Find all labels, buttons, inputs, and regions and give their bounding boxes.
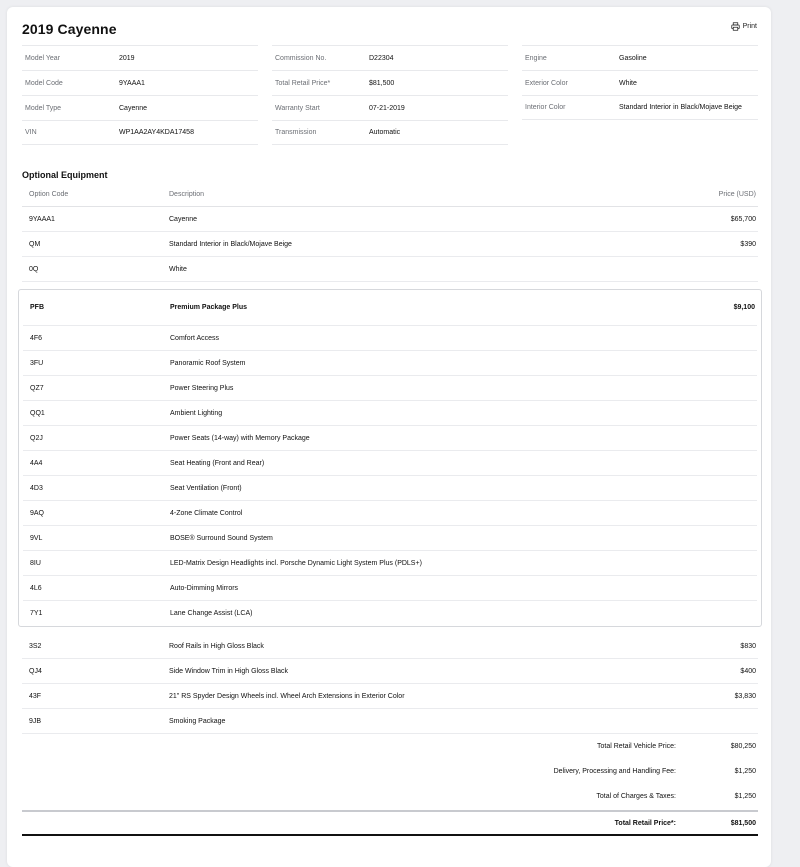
option-code: 9JB [29,717,42,725]
table-header [22,182,758,207]
option-price: $830 [740,642,756,650]
option-code: 4F6 [30,334,43,342]
grand-total-value: $81,500 [730,819,756,827]
premium-package-group [18,289,762,627]
spec-row [272,120,508,145]
total-vehicle-price-value: $80,250 [730,743,756,750]
spec-row [22,45,258,70]
option-code: 3FU [30,359,44,367]
package-header-row [23,290,757,326]
table-row [22,634,758,659]
print-button[interactable] [731,22,757,31]
charges-taxes-row [22,784,758,809]
spec-value: 07-21-2019 [369,104,405,112]
option-description: White [169,265,187,273]
option-price: $400 [740,667,756,675]
charges-taxes-label: Total of Charges & Taxes: [596,793,676,800]
delivery-fee-label: Delivery, Processing and Handling Fee: [553,768,676,775]
spec-row [22,95,258,120]
option-description: Seat Heating (Front and Rear) [170,459,265,467]
spec-value: 2019 [119,54,135,62]
totals-section [22,734,758,836]
optional-equipment-title: Optional Equipment [22,170,108,180]
option-description: Power Seats (14-way) with Memory Package [170,434,310,442]
table-row [23,401,757,426]
spec-row [22,70,258,95]
spec-value: Automatic [369,129,401,136]
window-sticker-card [7,7,771,867]
table-row [23,376,757,401]
specs-column-1 [22,45,258,145]
spec-value: D22304 [369,54,394,62]
option-description: LED-Matrix Design Headlights incl. Porsche Dynamic Light System Plus (PDLS+) [170,559,422,567]
spec-value: WP1AA2AY4KDA17458 [119,129,194,136]
table-row [23,601,757,626]
option-description: 21" RS Spyder Design Wheels incl. Wheel Arch Extensions in Exterior Color [169,692,405,700]
option-code: 4D3 [30,484,43,492]
table-row [22,709,758,734]
option-description: Ambient Lighting [170,409,223,417]
spec-label: VIN [25,129,37,136]
option-price: $390 [740,240,756,248]
optional-equipment-table [22,182,758,836]
header-price: Price (USD) [718,190,756,198]
option-code: 3S2 [29,642,42,650]
total-vehicle-price-label: Total Retail Vehicle Price: [597,743,676,750]
option-description: 4-Zone Climate Control [170,509,243,517]
package-price: $9,100 [733,304,755,311]
spec-row [22,120,258,145]
table-row [23,476,757,501]
grand-total-label: Total Retail Price*: [614,819,676,827]
printer-icon [731,22,740,31]
spec-label: Interior Color [525,104,566,111]
option-code: QJ4 [29,667,42,675]
option-description: Smoking Package [169,717,226,725]
spec-label: Model Type [25,104,62,112]
grand-total-row [22,810,758,836]
spec-value: Cayenne [119,104,148,112]
option-description: Power Steering Plus [170,384,234,392]
package-description: Premium Package Plus [170,304,248,311]
option-description: Auto-Dimming Mirrors [170,584,239,592]
spec-row [522,70,758,95]
table-row [22,257,758,282]
option-code: QQ1 [30,409,45,417]
option-code: Q2J [30,434,43,442]
spec-label: Exterior Color [525,79,568,87]
table-row [22,659,758,684]
option-code: QM [29,240,41,248]
delivery-fee-row [22,759,758,784]
option-code: 7Y1 [30,610,43,617]
option-description: Comfort Access [170,334,220,342]
charges-taxes-value: $1,250 [734,793,756,800]
print-label: Print [742,23,757,30]
spec-row [272,45,508,70]
spec-row [522,95,758,120]
option-description: Roof Rails in High Gloss Black [169,642,264,650]
page-title: 2019 Cayenne [22,21,117,37]
table-row [23,426,757,451]
table-row [23,451,757,476]
spec-label: Transmission [275,129,317,136]
package-code: PFB [30,304,44,311]
option-description: Panoramic Roof System [170,359,246,367]
rows-after-package [22,634,758,734]
option-description: Standard Interior in Black/Mojave Beige [169,240,292,248]
option-price: $65,700 [730,215,756,223]
spec-value: White [619,79,637,87]
table-row [22,232,758,257]
vehicle-specs [22,45,758,145]
spec-value: Standard Interior in Black/Mojave Beige [619,104,742,111]
option-code: 9YAAA1 [29,215,55,223]
spec-label: Model Year [25,54,61,62]
spec-row [272,95,508,120]
spec-label: Total Retail Price* [275,79,331,87]
table-row [23,501,757,526]
option-code: 8IU [30,559,41,567]
table-row [22,684,758,709]
specs-column-3 [522,45,758,145]
option-code: QZ7 [30,384,44,392]
spec-value: 9YAAA1 [119,79,145,87]
spec-value: $81,500 [369,79,395,87]
spec-label: Warranty Start [275,104,320,112]
option-code: 9VL [30,534,43,542]
option-price: $3,830 [734,692,756,700]
spec-label: Commission No. [275,54,327,62]
option-code: 0Q [29,265,39,273]
delivery-fee-value: $1,250 [734,768,756,775]
header-option-code: Option Code [29,190,69,198]
option-description: Seat Ventilation (Front) [170,484,242,492]
spec-label: Engine [525,54,547,62]
spec-row [522,45,758,70]
table-row [23,576,757,601]
option-description: Lane Change Assist (LCA) [170,610,253,617]
option-code: 4L6 [30,584,42,592]
table-row [23,551,757,576]
option-description: Cayenne [169,215,198,223]
table-row [22,207,758,232]
spec-value: Gasoline [619,54,647,62]
header-description: Description [169,190,205,198]
spec-row [272,70,508,95]
table-row [23,526,757,551]
option-description: Side Window Trim in High Gloss Black [169,667,289,675]
specs-column-2 [272,45,508,145]
option-code: 4A4 [30,459,43,467]
table-row [23,326,757,351]
option-description: BOSE® Surround Sound System [170,534,273,542]
total-vehicle-price-row [22,734,758,759]
rows-before-package [22,207,758,282]
package-items [23,326,757,626]
option-code: 9AQ [30,509,45,517]
table-row [23,351,757,376]
option-code: 43F [29,692,42,700]
spec-label: Model Code [25,79,63,87]
